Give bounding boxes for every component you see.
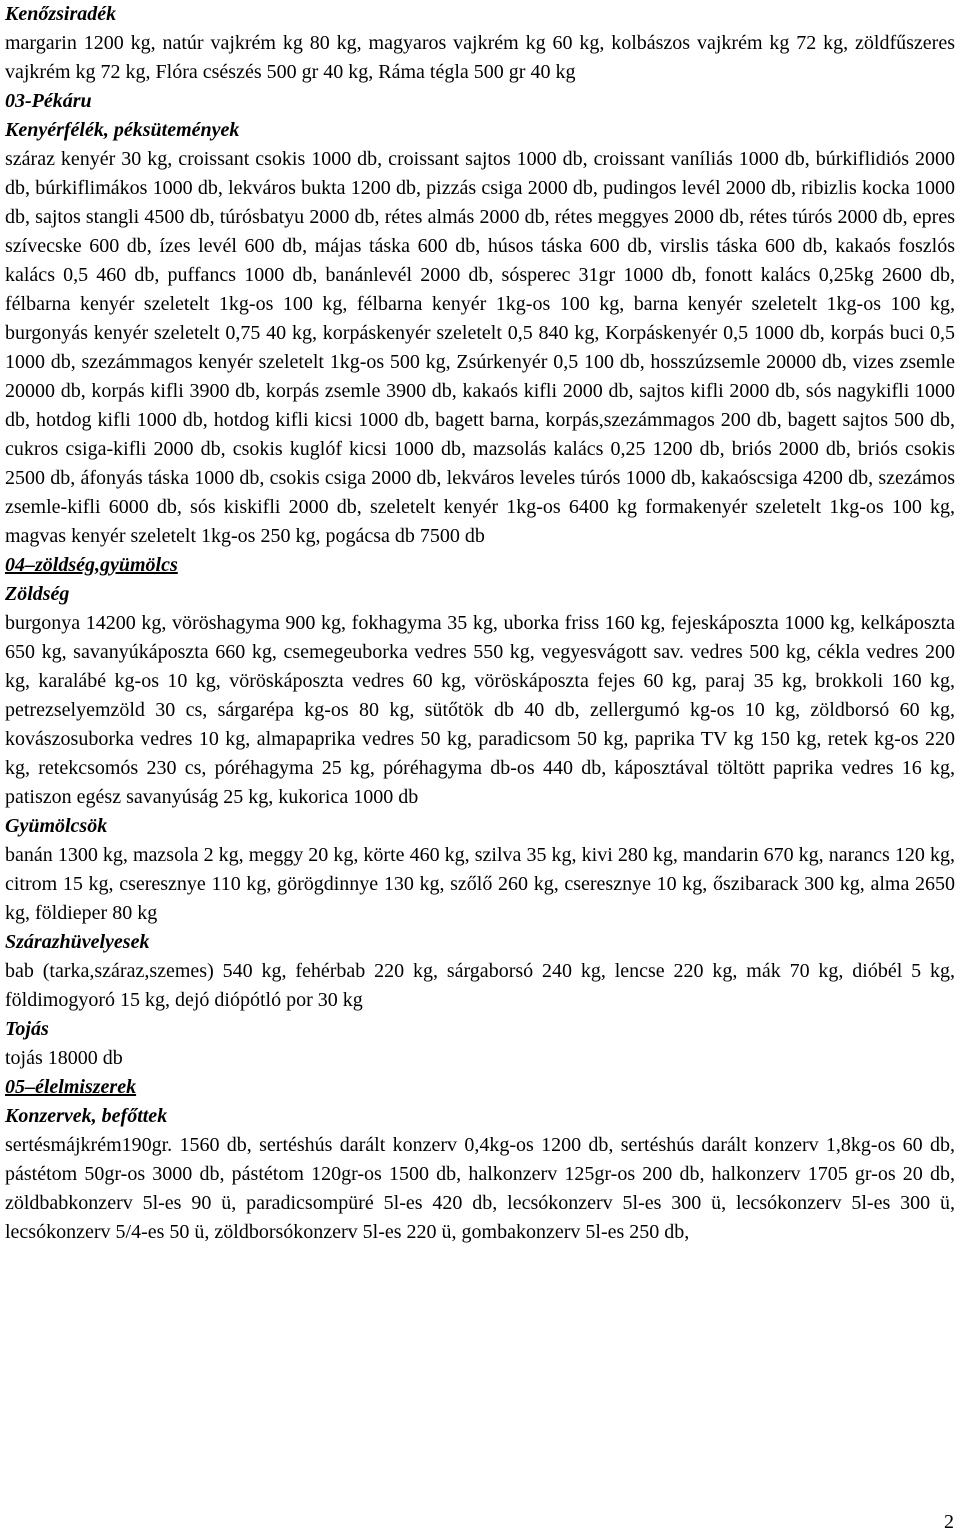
section-heading: Zöldség — [5, 583, 70, 605]
paragraph: margarin 1200 kg, natúr vajkrém kg 80 kg, magyaros vajkrém kg 60 kg, kolbászos vajkrém kg 72 kg, zöldfűszeres vajkrém kg 72 kg, Flóra csészés 500 gr 40 kg, Ráma tégla 500 gr 40 kg — [5, 32, 955, 83]
section-heading: 05–élelmiszerek — [5, 1076, 137, 1098]
page-number: 2 — [944, 1511, 954, 1533]
section-heading: Szárazhüvelyesek — [5, 931, 150, 953]
paragraph: banán 1300 kg, mazsola 2 kg, meggy 20 kg, körte 460 kg, szilva 35 kg, kivi 280 kg, mandarin 670 kg, narancs 120 kg, citrom 15 kg, cseresznye 110 kg, görögdinnye 130 kg, szőlő 260 kg, cseresznye 10 kg, őszibarack 300 kg, alma 2650 kg, földieper 80 kg — [5, 844, 955, 924]
paragraph: sertésmájkrém190gr. 1560 db, sertéshús darált konzerv 0,4kg-os 1200 db, sertéshús darált konzerv 1,8kg-os 60 db, pástétom 50gr-os 3000 db, pástétom 120gr-os 1500 db, halkonzerv 125gr-os 200 db, halkonzerv 1705 gr-os 20 db, zöldbabkonzerv 5l-es 90 ü, paradicsompüré 5l-es 420 db, lecsókonzerv 5l-es 300 ü, lecsókonzerv 5l-es 300 ü, lecsókonzerv 5/4-es 50 ü, zöldborsókonzerv 5l-es 220 ü, gombakonzerv 5l-es 250 db, — [5, 1134, 955, 1243]
section-heading: Kenőzsiradék — [5, 3, 117, 25]
paragraph: tojás 18000 db — [5, 1047, 123, 1069]
section-heading: Tojás — [5, 1018, 49, 1040]
section-heading: 04–zöldség,gyümölcs — [5, 554, 178, 576]
section-heading: Kenyérfélék, péksütemények — [5, 119, 240, 141]
paragraph: bab (tarka,száraz,szemes) 540 kg, fehérbab 220 kg, sárgaborsó 240 kg, lencse 220 kg, mák 70 kg, dióbél 5 kg, földimogyoró 15 kg, dejó diópótló por 30 kg — [5, 960, 955, 1011]
section-heading: Gyümölcsök — [5, 815, 108, 837]
document-body — [5, 0, 955, 1247]
section-heading: 03-Pékáru — [5, 90, 92, 112]
paragraph: burgonya 14200 kg, vöröshagyma 900 kg, fokhagyma 35 kg, uborka friss 160 kg, fejeskáposzta 1000 kg, kelkáposzta 650 kg, savanyúkáposzta 660 kg, csemegeuborka vedres 550 kg, vegyesvágott sav. vedres 500 kg, cékla vedres 200 kg, karalábé kg-os 10 kg, vöröskáposzta vedres 60 kg, vöröskáposzta fejes 60 kg, paraj 35 kg, brokkoli 160 kg, petrezselyemzöld 30 cs, sárgarépa kg-os 80 kg, sütőtök db 40 db, zellergumó kg-os 10 kg, zöldborsó 60 kg, kovászosuborka vedres 10 kg, almapaprika vedres 50 kg, paradicsom 50 kg, paprika TV kg 150 kg, retek kg-os 220 kg, retekcsomós 230 cs, póréhagyma 25 kg, póréhagyma db-os 440 db, káposztával töltött paprika vedres 16 kg, patiszon egész savanyúság 25 kg, kukorica 1000 db — [5, 612, 955, 808]
section-heading: Konzervek, befőttek — [5, 1105, 168, 1127]
paragraph: száraz kenyér 30 kg, croissant csokis 1000 db, croissant sajtos 1000 db, croissant vaníliás 1000 db, búrkiflidiós 2000 db, búrkiflimákos 1000 db, lekváros bukta 1200 db, pizzás csiga 2000 db, pudingos levél 2000 db, ribizlis kocka 1000 db, sajtos stangli 4500 db, túrósbatyu 2000 db, rétes almás 2000 db, rétes meggyes 2000 db, rétes túrós 2000 db, epres szívecske 600 db, ízes levél 600 db, májas táska 600 db, húsos táska 600 db, virslis táska 600 db, kakaós foszlós kalács 0,5 460 db, puffancs 1000 db, banánlevél 2000 db, sósperec 31gr 1000 db, fonott kalács 0,25kg 2600 db, félbarna kenyér szeletelt 1kg-os 100 kg, félbarna kenyér 1kg-os 100 kg, barna kenyér szeletelt 1kg-os 100 kg, burgonyás kenyér szeletelt 0,75 40 kg, korpáskenyér szeletelt 0,5 840 kg, Korpáskenyér 0,5 1000 db, korpás buci 0,5 1000 db, szezámmagos kenyér szeletelt 1kg-os 500 kg, Zsúrkenyér 0,5 100 db, hosszúzsemle 20000 db, vizes zsemle 20000 db, korpás kifli 3900 db, korpás zsemle 3900 db, kakaós kifli 2000 db, sajtos kifli 2000 db, sós nagykifli 1000 db, hotdog kifli 1000 db, hotdog kifli kicsi 1000 db, bagett barna, korpás,szezámmagos 200 db, bagett sajtos 500 db, cukros csiga-kifli 2000 db, csokis kuglóf kicsi 1000 db, mazsolás kalács 0,25 1200 db, briós 2000 db, briós csokis 2500 db, áfonyás táska 1000 db, csokis csiga 2000 db, lekváros leveles túrós 1000 db, kakaóscsiga 4200 db, szezámos zsemle-kifli 6000 db, sós kiskifli 2000 db, szeletelt kenyér 1kg-os 6400 kg formakenyér szeletelt 1kg-os 100 kg, magvas kenyér szeletelt 1kg-os 250 kg, pogácsa db 7500 db — [5, 148, 955, 547]
